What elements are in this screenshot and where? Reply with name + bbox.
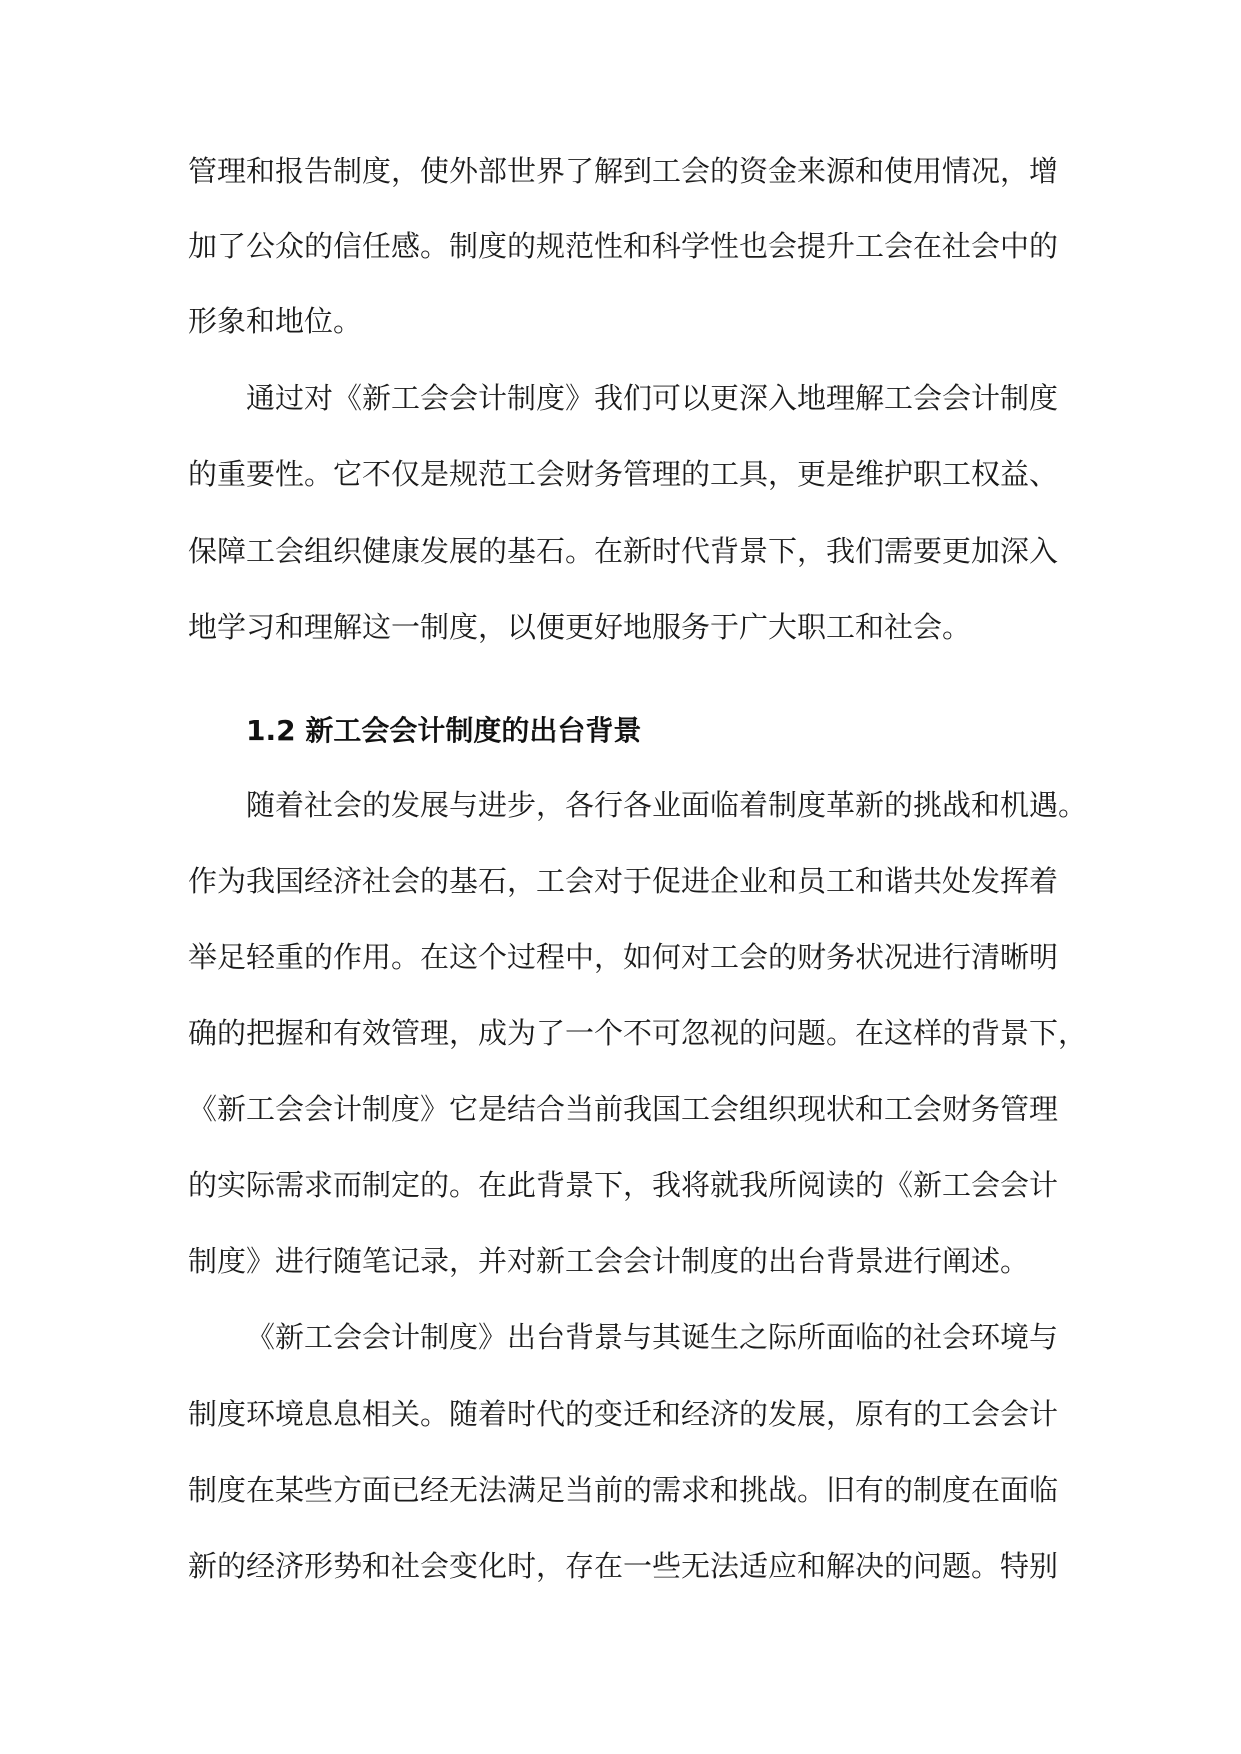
paragraph-2-line-4: 地学习和理解这一制度，以便更好地服务于广大职工和社会。 [188,610,972,644]
paragraph-3-line-3: 举足轻重的作用。在这个过程中，如何对工会的财务状况进行清晰明 [188,940,1059,974]
paragraph-4-line-2: 制度环境息息相关。随着时代的变迁和经济的发展，原有的工会会计 [188,1397,1059,1431]
paragraph-3-line-4: 确的把握和有效管理，成为了一个不可忽视的问题。在这样的背景下， [188,1016,1088,1050]
paragraph-4-line-3: 制度在某些方面已经无法满足当前的需求和挑战。旧有的制度在面临 [188,1473,1059,1507]
paragraph-1-line-2: 加了公众的信任感。制度的规范性和科学性也会提升工会在社会中的 [188,229,1059,263]
paragraph-3-line-2: 作为我国经济社会的基石，工会对于促进企业和员工和谐共处发挥着 [188,864,1059,898]
paragraph-4-line-1: 《新工会会计制度》出台背景与其诞生之际所面临的社会环境与 [246,1320,1059,1354]
paragraph-1-line-1: 管理和报告制度，使外部世界了解到工会的资金来源和使用情况，增 [188,154,1059,188]
paragraph-3-line-6: 的实际需求而制定的。在此背景下，我将就我所阅读的《新工会会计 [188,1168,1059,1202]
paragraph-3-line-7: 制度》进行随笔记录，并对新工会会计制度的出台背景进行阐述。 [188,1244,1030,1278]
section-heading: 1.2 新工会会计制度的出台背景 [246,714,642,747]
paragraph-2-line-2: 的重要性。它不仅是规范工会财务管理的工具，更是维护职工权益、 [188,457,1059,491]
paragraph-3-line-5: 《新工会会计制度》它是结合当前我国工会组织现状和工会财务管理 [188,1092,1059,1126]
paragraph-1-line-3: 形象和地位。 [188,304,363,338]
paragraph-2-line-1: 通过对《新工会会计制度》我们可以更深入地理解工会会计制度 [246,381,1059,415]
paragraph-2-line-3: 保障工会组织健康发展的基石。在新时代背景下，我们需要更加深入 [188,534,1059,568]
paragraph-4-line-4: 新的经济形势和社会变化时，存在一些无法适应和解决的问题。特别 [188,1549,1059,1583]
paragraph-3-line-1: 随着社会的发展与进步，各行各业面临着制度革新的挑战和机遇。 [246,788,1088,822]
